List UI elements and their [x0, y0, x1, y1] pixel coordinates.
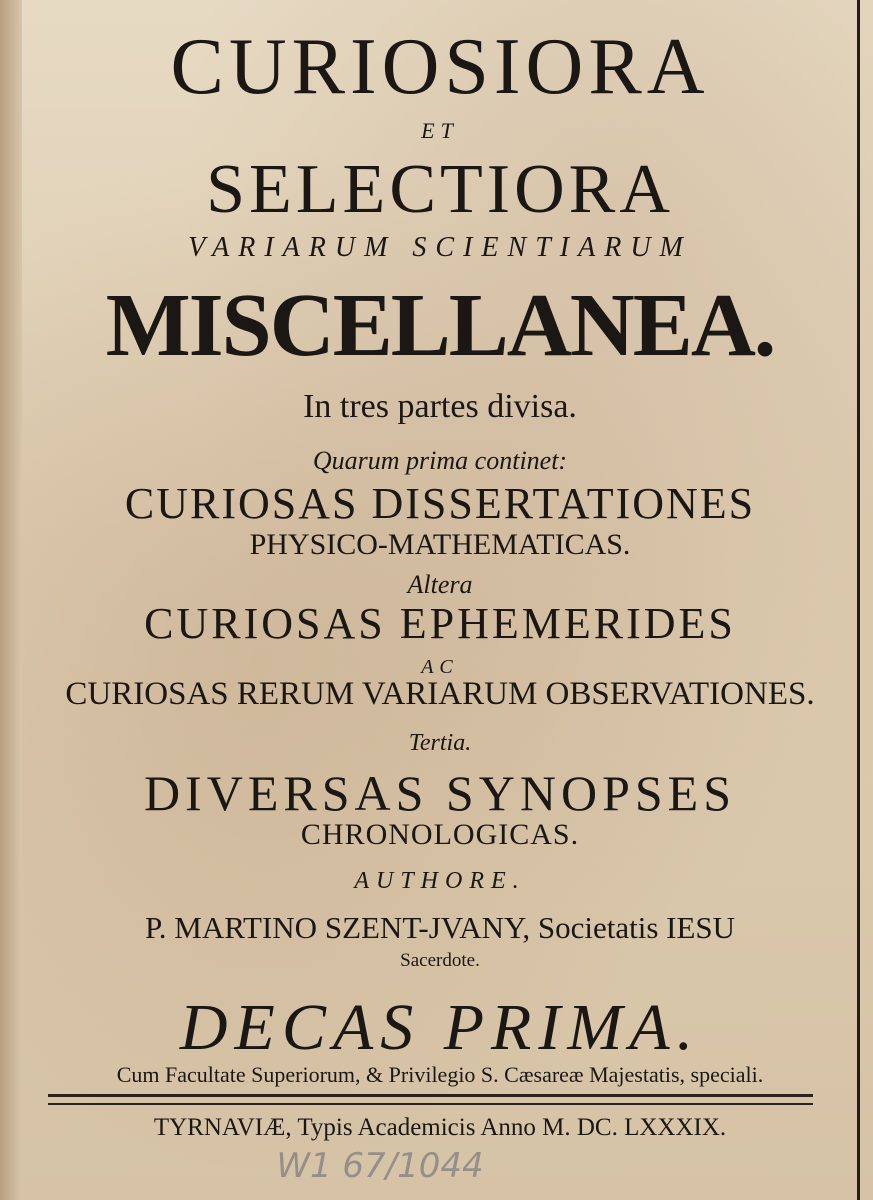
part-two-conjunction: AC [421, 656, 459, 678]
author-name: P. MARTINO SZENT-JVANY, Societatis IESU [144, 910, 736, 945]
part-intro-tertia: Tertia. [408, 730, 472, 756]
part-two-subtitle: CURIOSAS RERUM VARIARUM OBSERVATIONES. [65, 676, 815, 712]
part-one-subtitle: PHYSICO-MATHEMATICAS. [249, 528, 631, 561]
library-shelfmark-stamp: W1 67/1044 [276, 1146, 484, 1186]
title-variarum-scientiarum: VARIARUM SCIENTIARUM [188, 232, 692, 263]
subtitle-in-tres-partes: In tres partes divisa. [303, 388, 577, 425]
author-title: Sacerdote. [400, 950, 480, 971]
imprint-line: TYRNAVIÆ, Typis Academicis Anno M. DC. LXXXIX. [153, 1114, 727, 1141]
volume-label: DECAS PRIMA. [179, 991, 701, 1064]
part-intro-altera: Altera [407, 570, 473, 599]
part-two-title: CURIOSAS EPHEMERIDES [144, 599, 736, 648]
binding-edge [0, 0, 22, 1200]
part-three-subtitle: CHRONOLOGICAS. [300, 818, 580, 851]
page-border-rule [857, 0, 860, 1200]
imprint-rule-bottom [48, 1103, 813, 1105]
title-selectiora: SELECTIORA [206, 151, 674, 228]
part-one-title: CURIOSAS DISSERTATIONES [124, 479, 756, 528]
part-three-title: DIVERSAS SYNOPSES [143, 765, 737, 821]
imprint-rule-top [48, 1094, 813, 1097]
part-intro-prima: Quarum prima continet: [312, 446, 568, 475]
author-label: AUTHORE. [354, 868, 526, 894]
title-curiosiora: CURIOSIORA [170, 23, 710, 111]
title-et: ET [421, 118, 459, 143]
privilege-note: Cum Facultate Superiorum, & Privilegio S. Cæsareæ Majestatis, speciali. [116, 1062, 764, 1087]
title-miscellanea: MISCELLANEA. [105, 276, 775, 375]
